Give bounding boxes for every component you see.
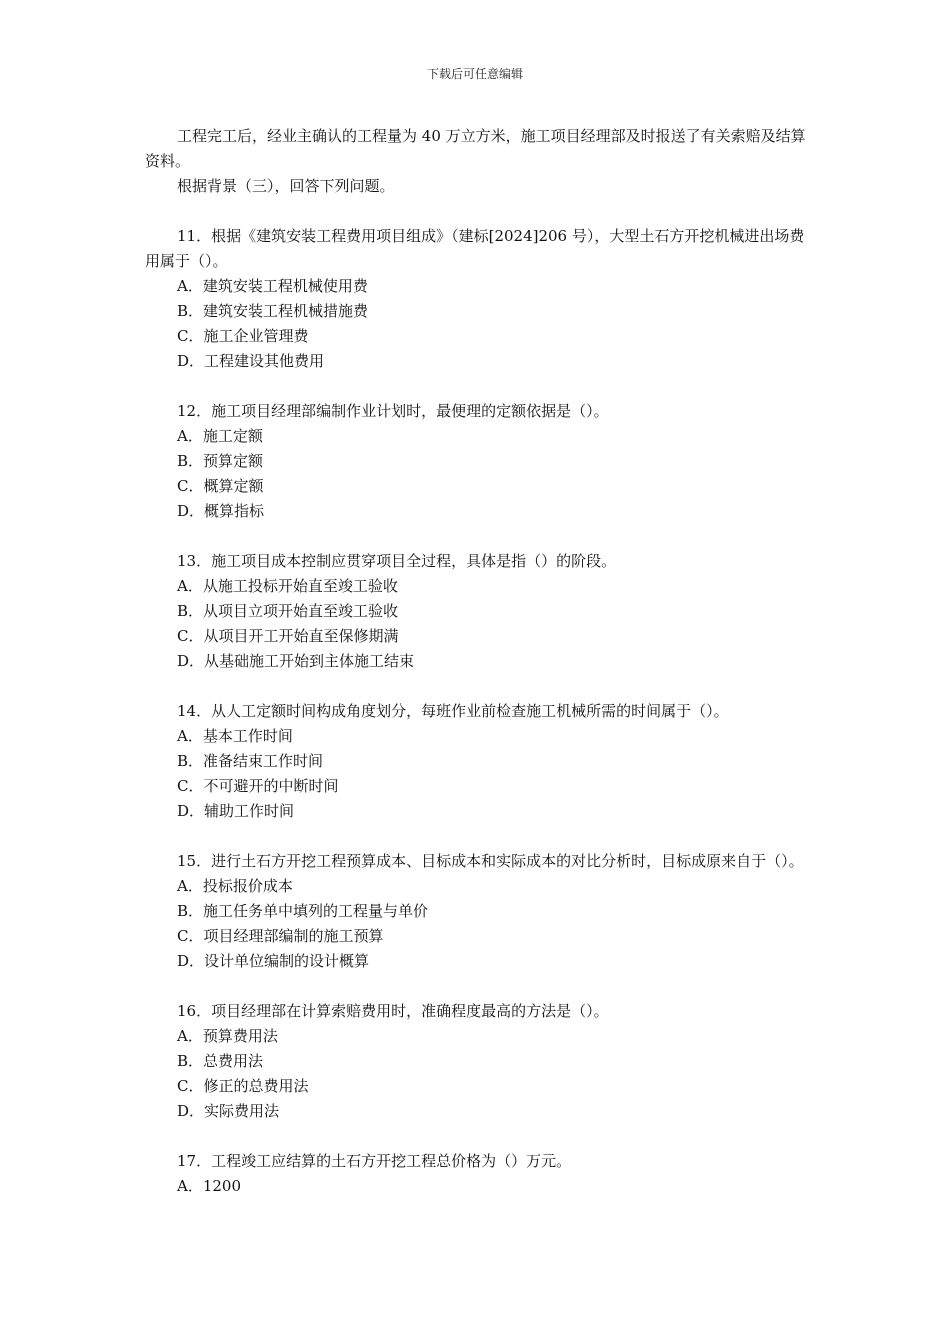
option-text: 投标报价成本: [202, 877, 293, 895]
option-text: 项目经理部编制的施工预算: [203, 927, 384, 945]
option-text: 建筑安装工程机械措施费: [203, 302, 369, 320]
question-stem: [145, 849, 810, 874]
answer-option: [145, 749, 810, 774]
question-text: 从人工定额时间构成角度划分，每班作业前检查施工机械所需的时间属于（）。: [211, 702, 729, 720]
option-text: 准备结束工作时间: [203, 752, 324, 770]
option-text: 不可避开的中断时间: [203, 777, 339, 795]
option-label: A．: [177, 427, 203, 445]
answer-option: [145, 924, 810, 949]
option-label: D．: [177, 802, 205, 820]
answer-option: [145, 624, 810, 649]
option-text: 总费用法: [203, 1052, 264, 1070]
answer-option: [145, 274, 810, 299]
option-text: 从基础施工开始到主体施工结束: [204, 652, 415, 670]
intro-paragraph: 工程完工后，经业主确认的工程量为 40 万立方米，施工项目经理部及时报送了有关索赔及结算资料。: [145, 127, 806, 170]
intro-instruction: 根据背景（三），回答下列问题。: [177, 177, 395, 195]
answer-option: [145, 774, 810, 799]
question-number: 17．: [177, 1152, 212, 1170]
answer-option: [145, 1074, 810, 1099]
question-item: [145, 849, 810, 974]
option-text: 从项目立项开始直至竣工验收: [203, 602, 399, 620]
question-stem: [145, 224, 810, 274]
question-number: 13．: [177, 552, 212, 570]
option-label: D．: [177, 1102, 205, 1120]
option-label: D．: [177, 952, 205, 970]
option-label: B．: [177, 452, 204, 470]
option-text: 从施工投标开始直至竣工验收: [202, 577, 398, 595]
option-text: 概算定额: [203, 477, 264, 495]
answer-option: [145, 449, 810, 474]
option-text: 建筑安装工程机械使用费: [202, 277, 368, 295]
option-text: 预算定额: [203, 452, 264, 470]
question-stem: [145, 1149, 810, 1174]
question-number: 14．: [177, 702, 212, 720]
option-text: 基本工作时间: [202, 727, 293, 745]
question-text: 进行土石方开挖工程预算成本、目标成本和实际成本的对比分析时，目标成原来自于（）。: [211, 852, 804, 870]
answer-option: [145, 299, 810, 324]
question-stem: [145, 399, 810, 424]
answer-option: [145, 1174, 810, 1199]
option-text: 施工定额: [202, 427, 263, 445]
question-item: [145, 999, 810, 1124]
question-list: [145, 224, 810, 1199]
option-text: 实际费用法: [204, 1102, 280, 1120]
answer-option: [145, 874, 810, 899]
answer-option: [145, 424, 810, 449]
answer-option: [145, 1049, 810, 1074]
option-text: 1200: [202, 1177, 242, 1195]
question-item: [145, 224, 810, 374]
option-label: D．: [177, 652, 205, 670]
option-label: C．: [177, 927, 204, 945]
answer-option: [145, 599, 810, 624]
question-number: 16．: [177, 1002, 212, 1020]
option-text: 从项目开工开始直至保修期满: [203, 627, 399, 645]
answer-option: [145, 474, 810, 499]
option-text: 修正的总费用法: [203, 1077, 309, 1095]
option-label: A．: [177, 1177, 203, 1195]
answer-option: [145, 649, 810, 674]
option-label: A．: [177, 877, 203, 895]
option-label: C．: [177, 777, 204, 795]
question-number: 12．: [177, 402, 212, 420]
question-number: 11．: [177, 227, 212, 245]
answer-option: [145, 574, 810, 599]
question-text: 根据《建筑安装工程费用项目组成》（建标[2024]206 号），大型土石方开挖机械进出场费用属于（）。: [145, 227, 805, 270]
option-label: B．: [177, 902, 204, 920]
option-text: 施工企业管理费: [203, 327, 309, 345]
question-item: [145, 1149, 810, 1199]
document-body: [145, 124, 810, 1199]
question-text: 施工项目成本控制应贯穿项目全过程，具体是指（）的阶段。: [211, 552, 617, 570]
answer-option: [145, 349, 810, 374]
answer-option: [145, 1024, 810, 1049]
option-label: B．: [177, 1052, 204, 1070]
option-label: C．: [177, 1077, 204, 1095]
option-label: A．: [177, 277, 203, 295]
answer-option: [145, 899, 810, 924]
question-stem: [145, 999, 810, 1024]
question-number: 15．: [177, 852, 212, 870]
option-label: A．: [177, 727, 203, 745]
option-label: C．: [177, 327, 204, 345]
question-stem: [145, 699, 810, 724]
option-label: C．: [177, 627, 204, 645]
option-label: B．: [177, 752, 204, 770]
question-item: [145, 549, 810, 674]
answer-option: [145, 324, 810, 349]
option-text: 设计单位编制的设计概算: [204, 952, 370, 970]
question-text: 工程竣工应结算的土石方开挖工程总价格为（）万元。: [211, 1152, 572, 1170]
question-text: 施工项目经理部编制作业计划时，最便理的定额依据是（）。: [211, 402, 609, 420]
option-label: A．: [177, 577, 203, 595]
option-text: 施工任务单中填列的工程量与单价: [203, 902, 429, 920]
option-label: A．: [177, 1027, 203, 1045]
option-text: 预算费用法: [202, 1027, 278, 1045]
option-label: D．: [177, 502, 205, 520]
answer-option: [145, 724, 810, 749]
option-label: B．: [177, 302, 204, 320]
option-text: 工程建设其他费用: [204, 352, 325, 370]
option-label: D．: [177, 352, 205, 370]
answer-option: [145, 499, 810, 524]
answer-option: [145, 799, 810, 824]
option-label: B．: [177, 602, 204, 620]
page-header: 下载后可任意编辑: [426, 67, 523, 81]
answer-option: [145, 949, 810, 974]
question-stem: [145, 549, 810, 574]
question-text: 项目经理部在计算索赔费用时，准确程度最高的方法是（）。: [211, 1002, 609, 1020]
answer-option: [145, 1099, 810, 1124]
option-label: C．: [177, 477, 204, 495]
question-item: [145, 699, 810, 824]
question-item: [145, 399, 810, 524]
option-text: 辅助工作时间: [204, 802, 295, 820]
option-text: 概算指标: [204, 502, 265, 520]
